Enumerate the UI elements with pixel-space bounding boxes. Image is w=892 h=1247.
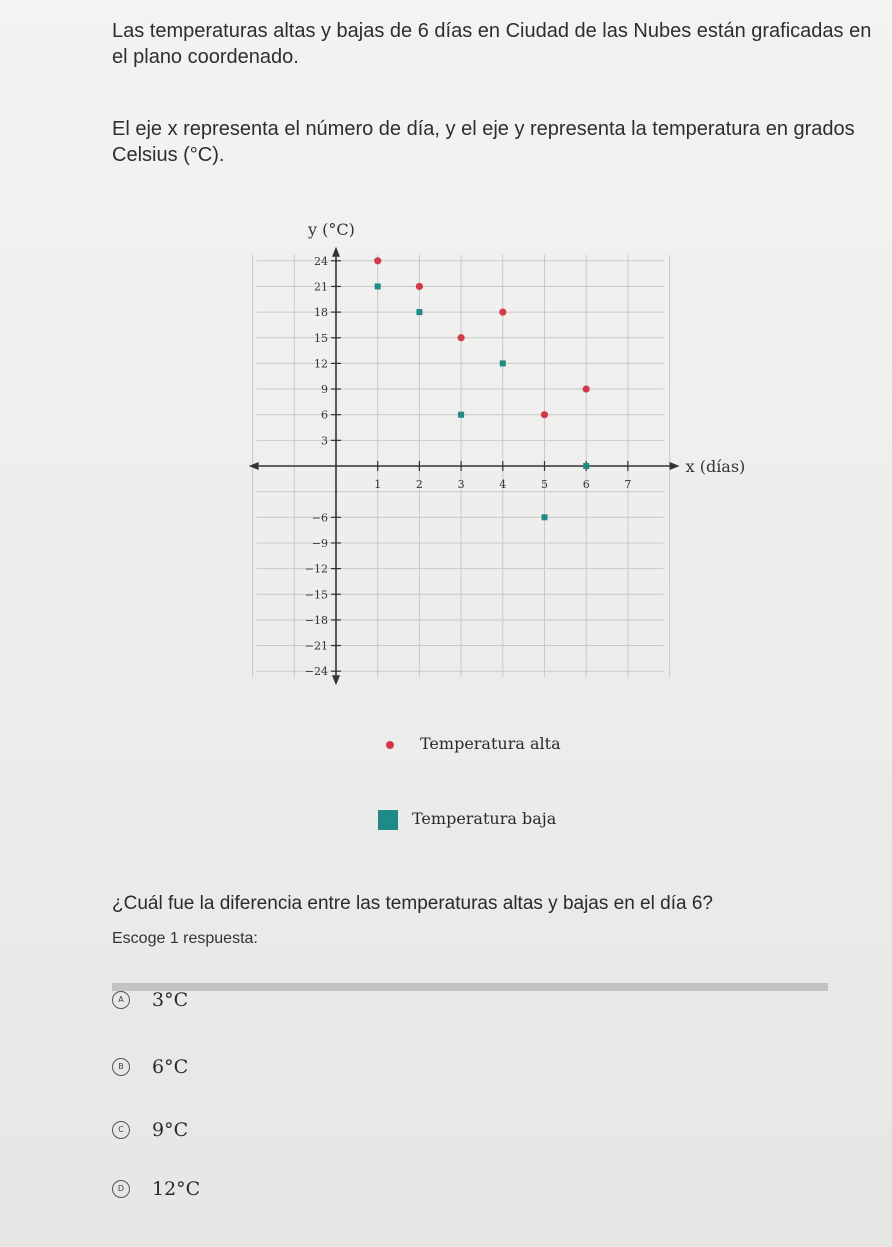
option-a-label: 3°C bbox=[152, 989, 189, 1011]
y-tick-label: −12 bbox=[304, 562, 328, 576]
data-point-high bbox=[374, 257, 381, 264]
data-point-low bbox=[500, 360, 506, 366]
option-b[interactable] bbox=[112, 1052, 188, 1082]
y-tick-label: −21 bbox=[304, 639, 328, 653]
scatter-chart bbox=[240, 220, 760, 690]
y-tick-label: 9 bbox=[321, 383, 328, 397]
data-point-high bbox=[583, 385, 590, 392]
x-axis-arrow-left bbox=[249, 462, 259, 470]
data-point-high bbox=[499, 309, 506, 316]
option-b-label: 6°C bbox=[152, 1056, 189, 1078]
y-tick-label: 15 bbox=[314, 331, 328, 345]
legend-high bbox=[386, 734, 561, 753]
radio-c[interactable]: C bbox=[112, 1121, 130, 1139]
y-tick-label: −9 bbox=[311, 536, 328, 550]
option-a[interactable] bbox=[112, 985, 188, 1015]
data-point-low bbox=[375, 283, 381, 289]
intro-paragraph-1: Las temperaturas altas y bajas de 6 días en Ciudad de las Nubes están graficadas en el plano coordenado. bbox=[112, 20, 872, 68]
y-axis-arrow-down bbox=[332, 675, 340, 685]
data-point-low bbox=[583, 463, 589, 469]
x-tick-label: 3 bbox=[457, 478, 465, 491]
question-text: ¿Cuál fue la diferencia entre las temperaturas altas y bajas en el día 6? bbox=[112, 893, 713, 914]
legend-high-label: Temperatura alta bbox=[420, 734, 561, 753]
x-tick-label: 4 bbox=[499, 478, 507, 491]
x-tick-label: 7 bbox=[624, 478, 632, 491]
data-point-high bbox=[416, 283, 423, 290]
y-axis-label: y (°C) bbox=[308, 219, 355, 239]
y-tick-label: 12 bbox=[314, 357, 328, 371]
legend-low-label: Temperatura baja bbox=[412, 809, 557, 828]
legend-low-marker bbox=[378, 810, 398, 830]
x-axis-arrow-right bbox=[670, 462, 680, 470]
y-tick-label: −24 bbox=[304, 665, 328, 679]
option-c[interactable] bbox=[112, 1115, 188, 1145]
data-point-high bbox=[541, 411, 548, 418]
radio-b[interactable]: B bbox=[112, 1058, 130, 1076]
radio-d[interactable]: D bbox=[112, 1180, 130, 1198]
y-tick-label: 24 bbox=[314, 254, 328, 268]
y-tick-label: −15 bbox=[304, 588, 328, 602]
answer-instruction: Escoge 1 respuesta: bbox=[112, 930, 258, 947]
intro-paragraph-2: El eje x representa el número de día, y el eje y representa la temperatura en grados Celsius (°C). bbox=[112, 118, 855, 166]
legend-low bbox=[378, 809, 556, 830]
divider bbox=[112, 983, 828, 991]
x-tick-label: 2 bbox=[415, 478, 423, 491]
option-c-label: 9°C bbox=[152, 1119, 189, 1141]
radio-a[interactable]: A bbox=[112, 991, 130, 1009]
y-tick-label: 18 bbox=[314, 306, 328, 320]
data-point-low bbox=[416, 309, 422, 315]
option-d[interactable] bbox=[112, 1174, 200, 1204]
y-tick-label: −18 bbox=[304, 613, 328, 627]
y-tick-label: 21 bbox=[314, 280, 328, 294]
y-axis-arrow-up bbox=[332, 247, 340, 257]
y-tick-label: 6 bbox=[321, 408, 328, 422]
legend-high-marker bbox=[386, 741, 394, 749]
x-axis-label: x (días) bbox=[685, 457, 746, 476]
data-point-high bbox=[458, 334, 465, 341]
y-tick-label: 3 bbox=[321, 434, 328, 448]
x-tick-label: 1 bbox=[374, 478, 382, 491]
x-tick-label: 5 bbox=[541, 478, 548, 491]
y-tick-label: −6 bbox=[311, 511, 328, 525]
data-point-low bbox=[542, 514, 548, 520]
data-point-low bbox=[458, 412, 464, 418]
x-tick-label: 6 bbox=[582, 478, 590, 491]
coordinate-plane bbox=[240, 220, 760, 690]
option-d-label: 12°C bbox=[152, 1178, 201, 1200]
